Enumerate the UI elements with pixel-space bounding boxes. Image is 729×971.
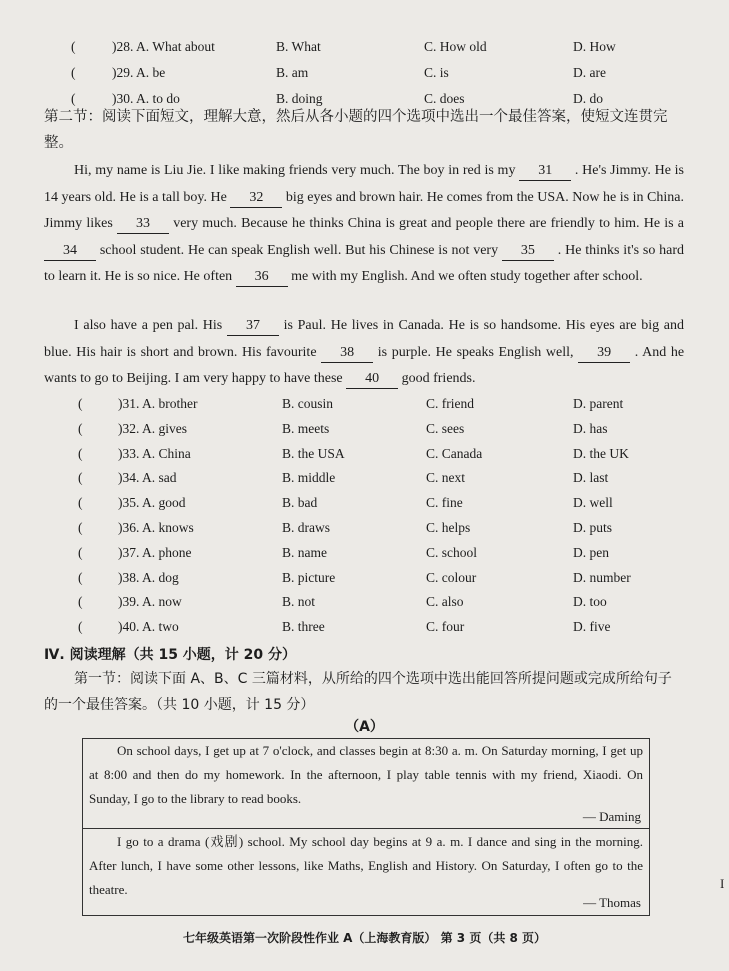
passage-segment: is purple. He speaks English well, — [377, 344, 574, 360]
question-option-b: B. am — [276, 65, 309, 80]
question-row — [0, 492, 729, 514]
question-row — [0, 36, 729, 58]
answer-paren: ( — [78, 420, 83, 436]
question-row — [0, 567, 729, 589]
answer-blank: 33 — [117, 215, 169, 234]
question-option-a: )32. A. gives — [118, 420, 187, 436]
question-option-a: )30. A. to do — [112, 91, 180, 106]
question-option-a: )33. A. China — [118, 445, 191, 461]
answer-paren: ( — [71, 39, 76, 54]
passage-segment: . He thinks it's so hard to learn it. He is so nice. He often — [44, 242, 685, 284]
question-row — [0, 418, 729, 440]
question-option-b: B. middle — [282, 470, 336, 486]
question-option-d: D. are — [573, 65, 606, 80]
passage-segment: me with my English. And we often study together after school. — [291, 269, 643, 284]
passage-segment: Hi, my name is Liu Jie. I like making friends very much. The boy in red is my — [74, 163, 516, 178]
question-option-d: D. pen — [573, 544, 609, 560]
question-option-d: D. last — [573, 470, 609, 486]
question-option-b: B. draws — [282, 520, 330, 535]
thomas-passage — [89, 830, 643, 902]
question-option-b: B. name — [282, 544, 327, 560]
answer-blank: 36 — [236, 268, 288, 287]
passage-segment: is Paul. He lives in Canada. He is so handsome. His eyes are big and blue. His hair is short and brown. His favourite — [44, 318, 684, 360]
question-option-b: B. What — [276, 39, 321, 54]
question-row — [0, 443, 729, 465]
question-option-b: B. doing — [276, 91, 323, 106]
edge-mark: I — [720, 876, 725, 891]
section4-instruction-text: 第一节：阅读下面 A、B、C 三篇材料，从所给的四个选项中选出能回答所提问题或完成所给句子的一个最佳答案。（共 10 小题，计 15 分） — [44, 671, 672, 713]
question-option-a: )34. A. sad — [118, 470, 177, 486]
question-option-a: )40. A. two — [118, 619, 179, 635]
question-row — [0, 393, 729, 415]
answer-paren: ( — [78, 594, 83, 610]
question-option-a: )37. A. phone — [118, 544, 192, 560]
answer-blank: 31 — [519, 162, 571, 181]
question-option-b: B. three — [282, 619, 325, 635]
answer-blank: 34 — [44, 242, 96, 261]
passage-p2-text — [44, 318, 684, 386]
question-option-c: C. fine — [426, 495, 463, 511]
answer-blank: 38 — [321, 344, 373, 363]
passage-segment: big eyes and brown hair. He comes from the USA. Now he is in China. Jimmy likes — [44, 189, 685, 231]
question-option-c: C. next — [426, 470, 465, 486]
question-option-d: D. do — [573, 91, 603, 106]
answer-blank: 32 — [230, 189, 282, 208]
thomas-signature: — Thomas — [583, 895, 641, 910]
answer-paren: ( — [78, 569, 83, 585]
question-option-a: )35. A. good — [118, 495, 186, 511]
question-option-d: D. parent — [573, 396, 624, 411]
answer-paren: ( — [78, 470, 83, 486]
answer-paren: ( — [78, 619, 83, 635]
answer-paren: ( — [71, 91, 76, 106]
question-option-a: )31. A. brother — [118, 396, 198, 411]
question-option-c: C. school — [426, 544, 478, 560]
question-row — [0, 616, 729, 638]
question-option-a: )29. A. be — [112, 65, 166, 80]
passage-paragraph-2 — [44, 313, 684, 393]
answer-paren: ( — [78, 495, 83, 511]
passage-segment: . He's Jimmy. He is 14 years old. He is a tall boy. He — [44, 163, 685, 205]
box-divider — [83, 828, 649, 829]
answer-blank: 40 — [346, 370, 398, 389]
part-a-label: （A） — [345, 719, 384, 735]
answer-paren: ( — [78, 396, 83, 411]
answer-paren: ( — [78, 544, 83, 560]
question-option-d: D. has — [573, 420, 608, 436]
question-option-a: )28. A. What about — [112, 39, 215, 54]
section2-instruction: 第二节：阅读下面短文，理解大意，然后从各小题的四个选项中选出一个最佳答案，使短文连贯完整。 — [44, 109, 668, 151]
question-row — [0, 467, 729, 489]
question-option-a: )39. A. now — [118, 594, 182, 610]
question-option-c: C. four — [426, 619, 465, 635]
question-option-d: D. five — [573, 619, 611, 635]
answer-blank: 35 — [502, 242, 554, 261]
question-option-c: C. does — [424, 91, 465, 106]
question-option-d: D. too — [573, 594, 607, 610]
passage-segment: good friends. — [401, 371, 476, 386]
reading-a-box — [82, 738, 650, 916]
passage-segment: school student. He can speak English well. But his Chinese is not very — [99, 242, 499, 258]
question-row — [0, 591, 729, 613]
question-option-c: C. is — [424, 65, 449, 80]
daming-text: On school days, I get up at 7 o'clock, and classes begin at 8:30 a. m. On Saturday morning, I get up at 8:00 and then do my homework. In the afternoon, I play table tennis with my friend, Xiaodi. On Sunday, I go to the library to read books. — [89, 743, 643, 806]
question-option-b: B. the USA — [282, 445, 345, 461]
question-option-c: C. How old — [424, 39, 487, 54]
question-option-b: B. not — [282, 594, 316, 610]
question-option-c: C. colour — [426, 569, 477, 585]
page-footer: 七年级英语第一次阶段性作业 A（上海教育版） 第 3 页（共 8 页） — [182, 931, 547, 945]
question-option-c: C. helps — [426, 520, 471, 535]
passage-segment: very much. Because he thinks China is great and people there are friendly to him. He is a — [173, 216, 685, 231]
thomas-text: I go to a drama (戏剧) school. My school day begins at 9 a. m. I dance and sing in the morning. After lunch, I have some other lessons, like Maths, English and History. On Saturday, I often go to the theatre. — [89, 834, 643, 897]
answer-paren: ( — [78, 445, 83, 461]
answer-blank: 37 — [227, 317, 279, 336]
question-option-c: C. friend — [426, 396, 474, 411]
question-option-d: D. number — [573, 569, 631, 585]
question-row — [0, 62, 729, 84]
question-option-c: C. also — [426, 594, 464, 610]
passage-segment: . And he wants to go to Beijing. I am very happy to have these — [44, 344, 685, 386]
answer-blank: 39 — [578, 344, 630, 363]
question-option-d: D. puts — [573, 520, 613, 535]
question-option-b: B. bad — [282, 495, 318, 511]
question-option-a: )36. A. knows — [118, 520, 194, 535]
question-row — [0, 517, 729, 539]
answer-paren: ( — [71, 65, 76, 80]
question-option-d: D. well — [573, 495, 613, 511]
daming-passage — [89, 739, 643, 811]
question-option-d: D. How — [573, 39, 616, 54]
question-option-b: B. cousin — [282, 396, 334, 411]
passage-paragraph-1 — [44, 158, 684, 291]
question-option-a: )38. A. dog — [118, 569, 179, 585]
section4-instruction — [44, 666, 684, 718]
daming-signature: — Daming — [582, 809, 641, 824]
question-row — [0, 542, 729, 564]
passage-segment: I also have a pen pal. His — [74, 318, 223, 333]
question-option-d: D. the UK — [573, 445, 629, 461]
question-option-b: B. meets — [282, 420, 330, 436]
section4-title: Ⅳ. 阅读理解（共 15 小题，计 20 分） — [44, 647, 297, 663]
answer-paren: ( — [78, 520, 83, 535]
passage-p1-text — [44, 163, 684, 284]
question-option-c: C. sees — [426, 420, 465, 436]
question-option-b: B. picture — [282, 569, 336, 585]
question-option-c: C. Canada — [426, 445, 483, 461]
